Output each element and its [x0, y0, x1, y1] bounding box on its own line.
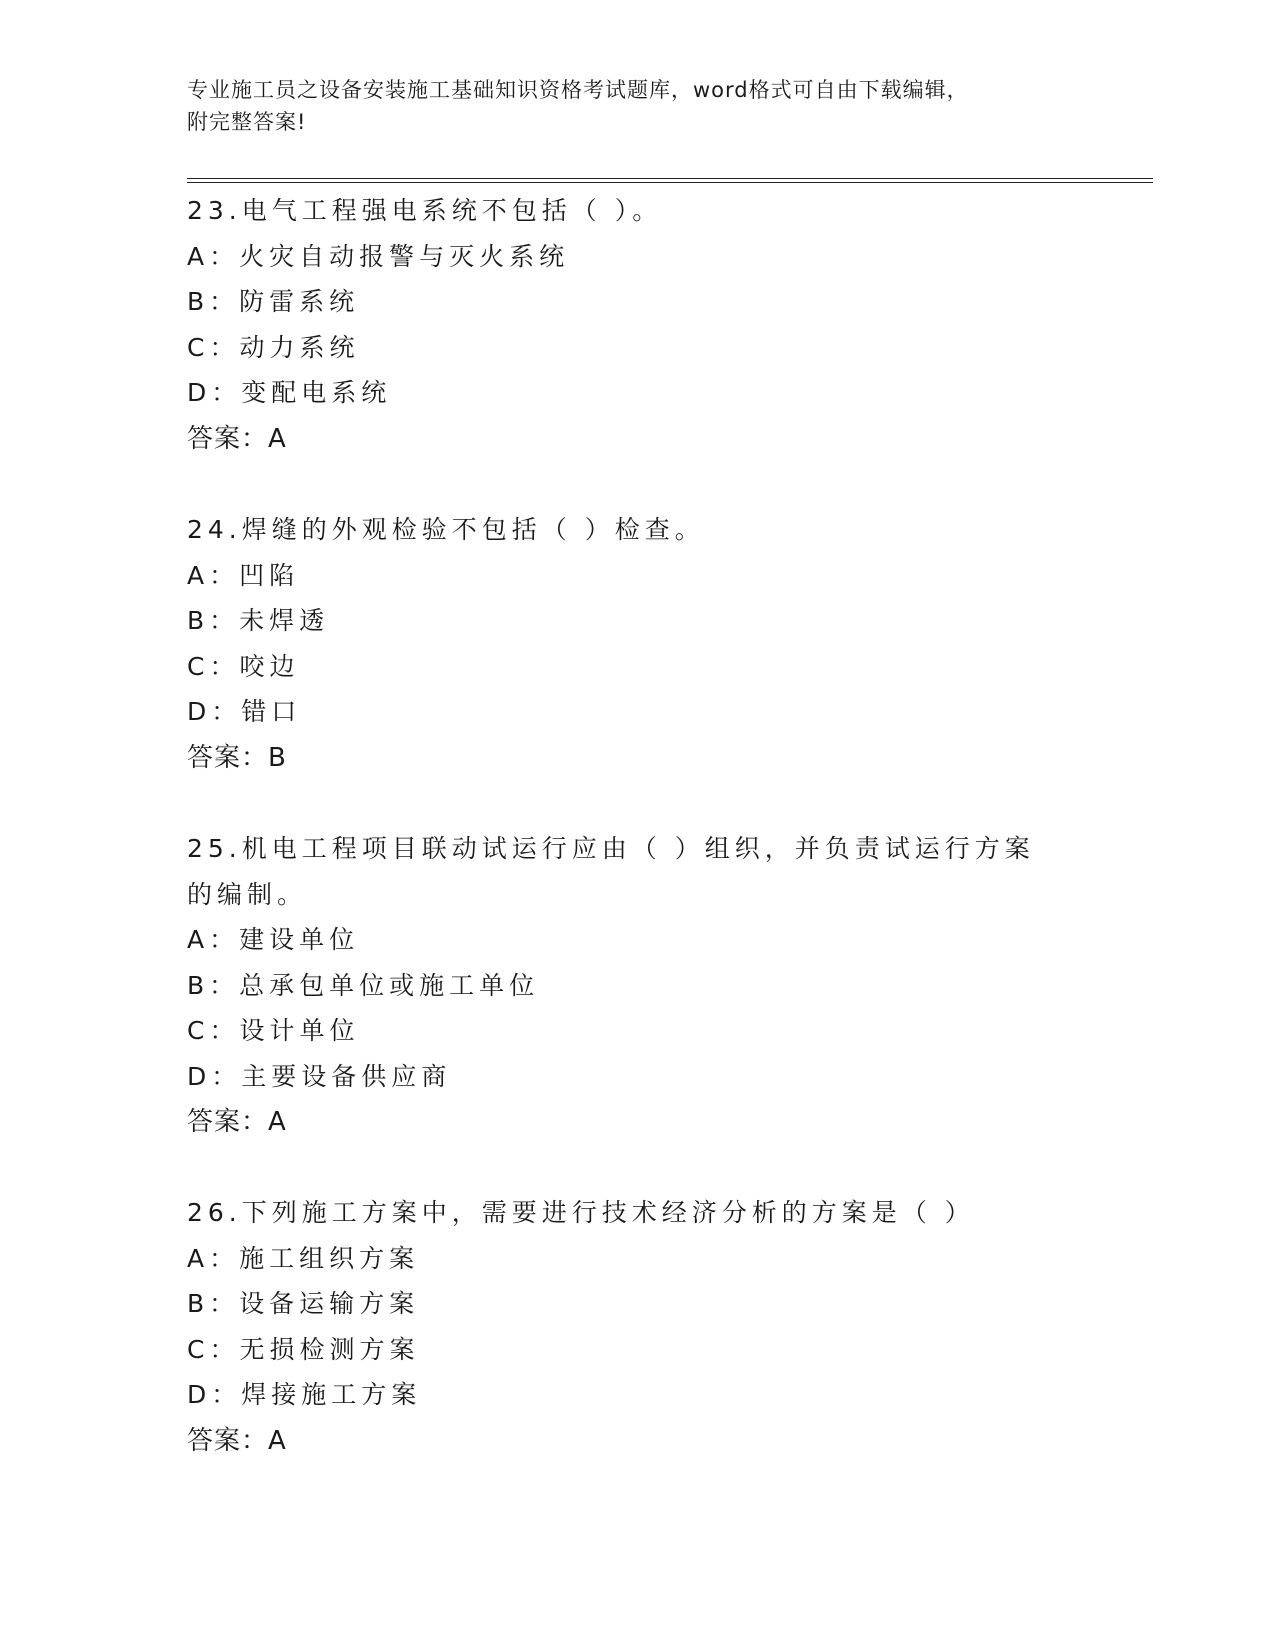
question-title: 26.下列施工方案中，需要进行技术经济分析的方案是（ ）	[187, 1198, 975, 1227]
question-title: 25.机电工程项目联动试运行应由（ ）组织，并负责试运行方案的编制。	[187, 834, 1035, 909]
option-d: D：主要设备供应商	[187, 1061, 452, 1091]
option-d: D：变配电系统	[187, 378, 392, 407]
question-24	[187, 507, 1087, 781]
header-divider	[187, 178, 1153, 183]
option-d: D：焊接施工方案	[187, 1380, 422, 1409]
option-a: A：火灾自动报警与灭火系统	[187, 241, 570, 271]
option-c: C：无损检测方案	[187, 1334, 420, 1364]
option-a: A：施工组织方案	[187, 1243, 420, 1273]
answer: 答案：A	[187, 423, 287, 454]
option-c: C：动力系统	[187, 332, 360, 362]
question-title: 24.焊缝的外观检验不包括（ ）检查。	[187, 515, 705, 544]
option-b: B：设备运输方案	[187, 1289, 420, 1318]
answer: 答案：A	[187, 1425, 287, 1456]
question-title: 23.电气工程强电系统不包括（ ）。	[187, 196, 663, 225]
question-23	[187, 188, 1087, 462]
option-b: B：总承包单位或施工单位	[187, 970, 540, 1000]
answer: 答案：B	[187, 742, 287, 773]
option-c: C：咬边	[187, 651, 300, 681]
option-a: A：建设单位	[187, 925, 360, 954]
question-25	[187, 826, 1087, 1145]
header-line-1: 专业施工员之设备安装施工基础知识资格考试题库，word格式可自由下载编辑，	[187, 78, 969, 102]
option-d: D：错口	[187, 697, 302, 726]
option-b: B：未焊透	[187, 606, 330, 635]
header-line-2: 附完整答案!	[187, 110, 307, 134]
option-a: A：凹陷	[187, 560, 300, 590]
document-header	[187, 74, 1087, 138]
answer: 答案：A	[187, 1107, 287, 1137]
question-26	[187, 1190, 1087, 1464]
option-c: C：设计单位	[187, 1016, 360, 1045]
option-b: B：防雷系统	[187, 287, 360, 316]
